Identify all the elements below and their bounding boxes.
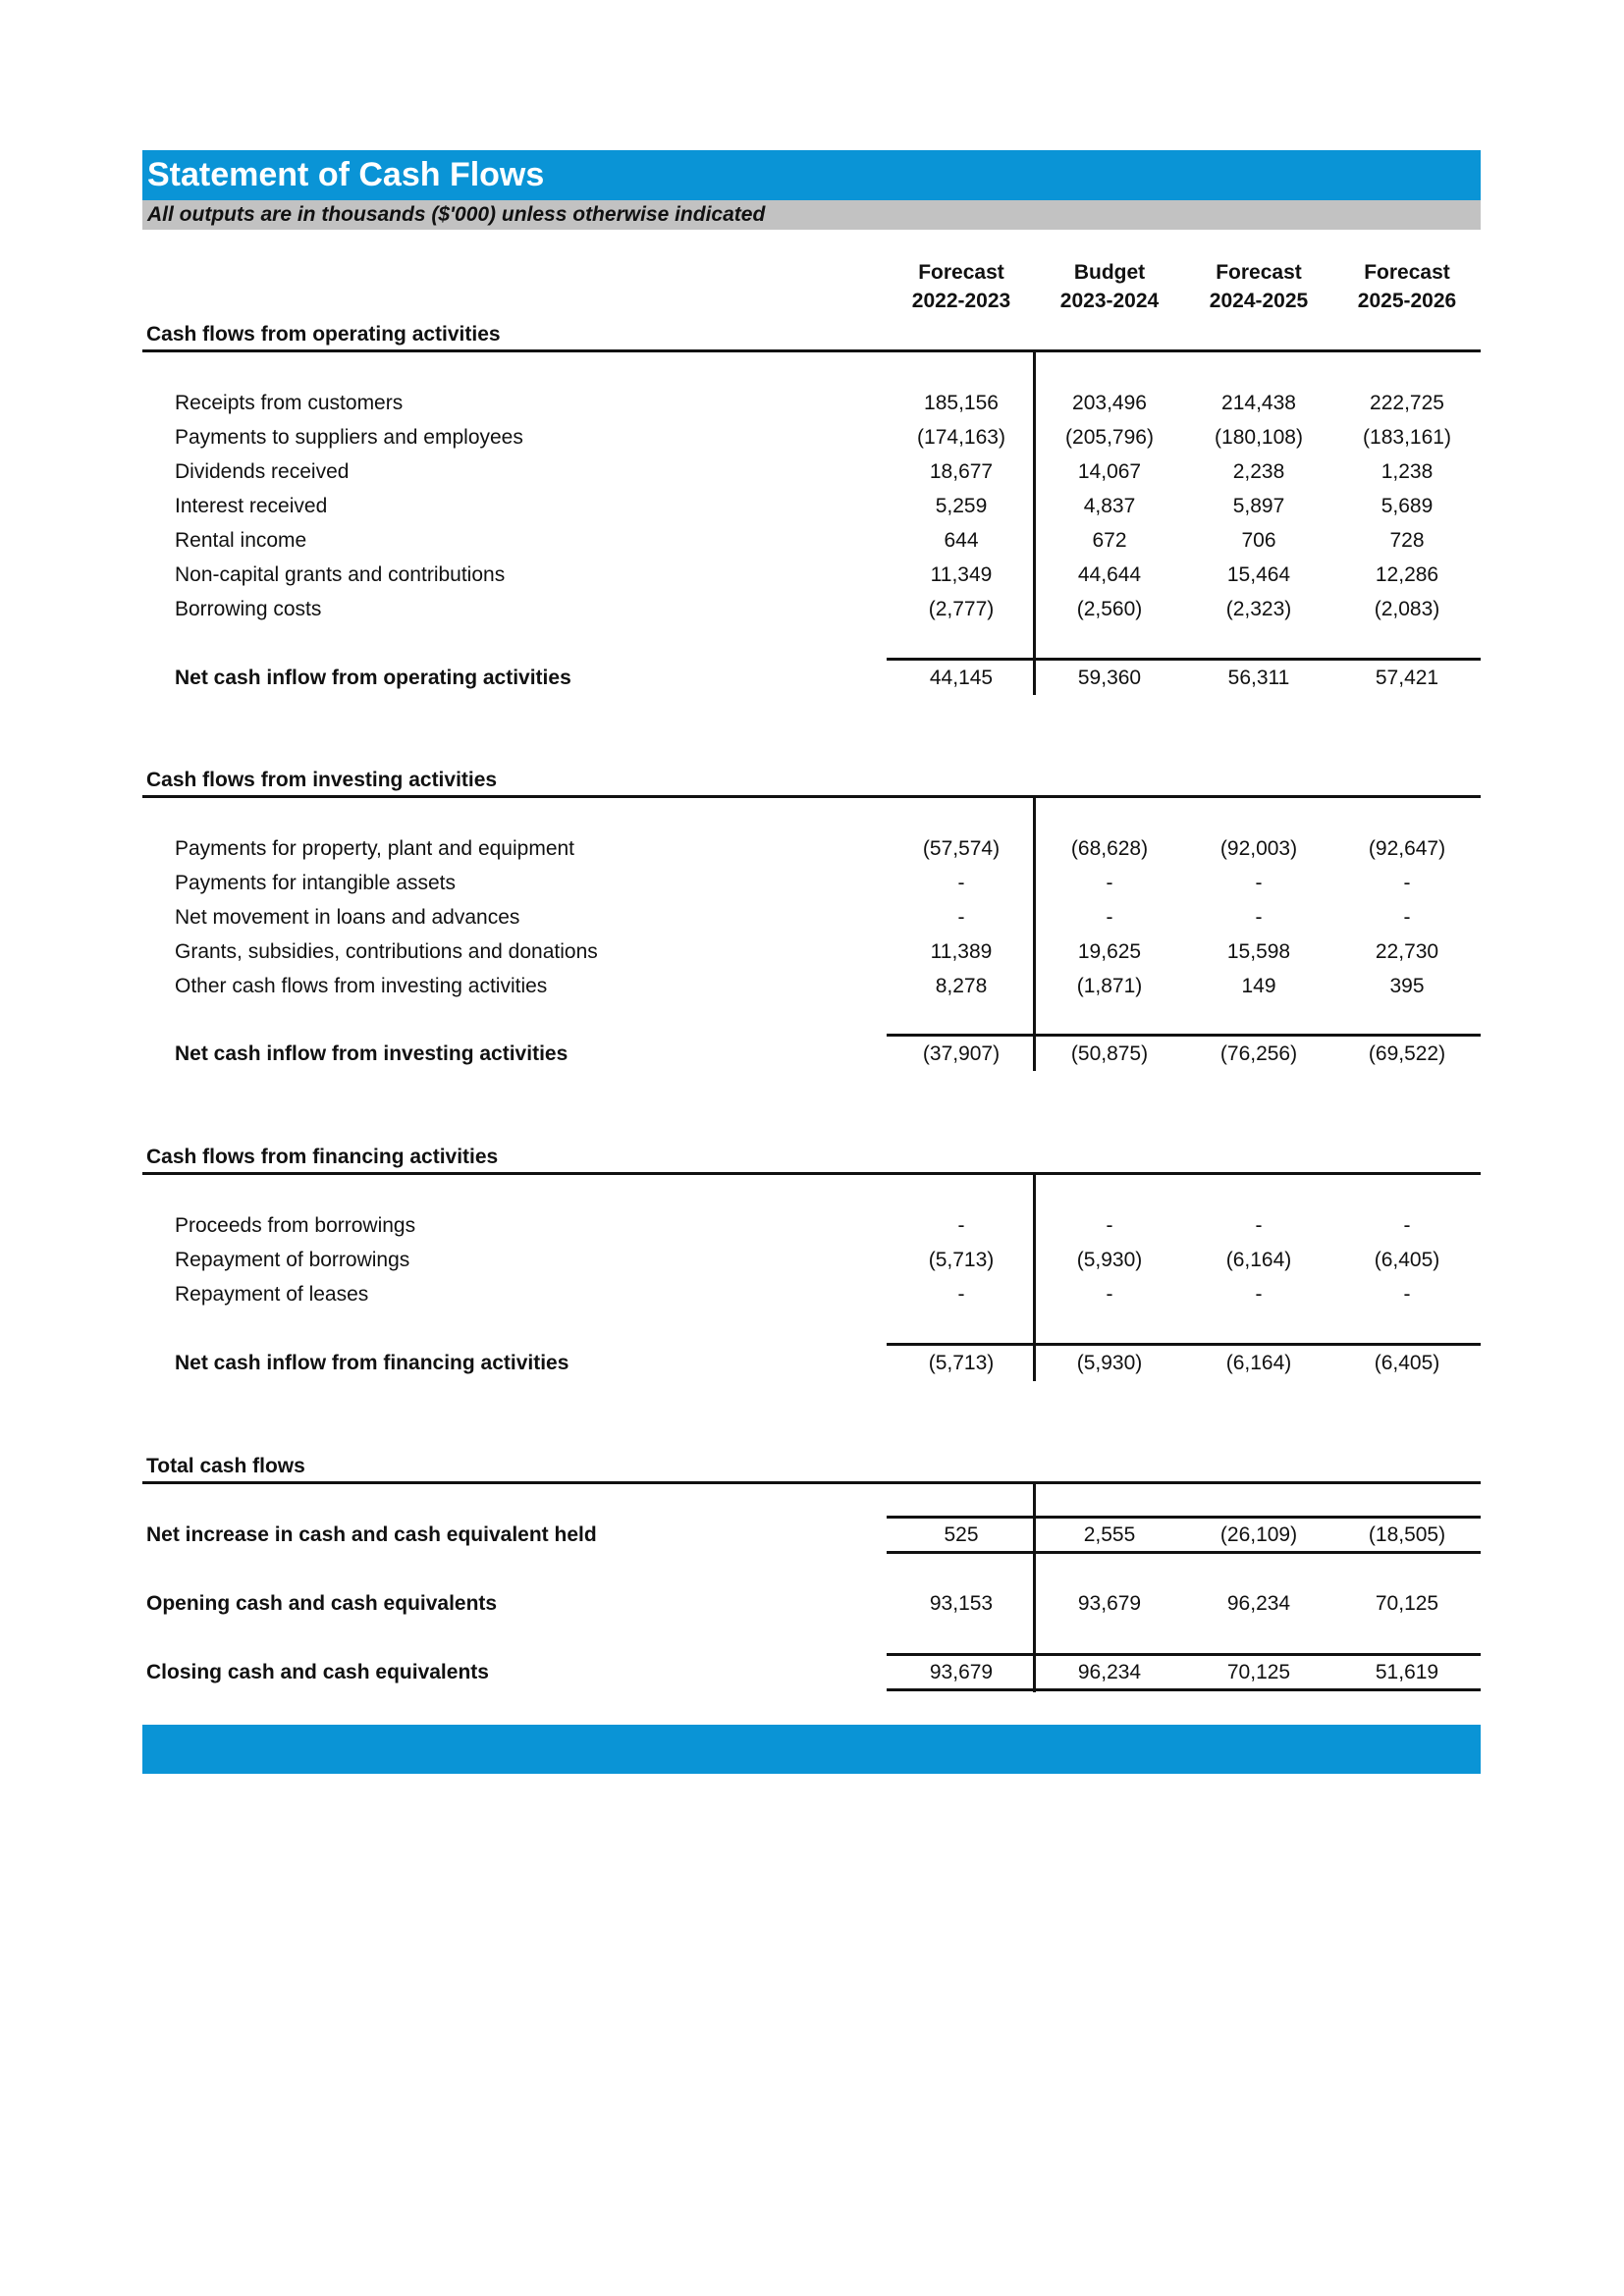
cell-value: -: [1255, 1214, 1263, 1237]
cell-value: 96,234: [1226, 1592, 1291, 1615]
cell-value: 222,725: [1370, 392, 1444, 414]
row-label: Borrowing costs: [175, 598, 322, 620]
cell-value: (92,003): [1219, 837, 1298, 860]
row-label: Grants, subsidies, contributions and donations: [175, 940, 598, 963]
divider: [142, 349, 1481, 352]
row-label: Opening cash and cash equivalents: [146, 1592, 498, 1615]
cell-value: 149: [1241, 975, 1276, 997]
cell-value: (76,256): [1219, 1042, 1298, 1065]
subtotal-line: [887, 1653, 1481, 1656]
column-header-period: 2022-2023: [911, 290, 1011, 312]
cell-value: -: [1403, 872, 1411, 894]
row-label: Proceeds from borrowings: [175, 1214, 416, 1237]
total-row: [0, 1658, 1624, 1687]
cell-value: 11,349: [930, 563, 993, 586]
column-header-period: 2023-2024: [1059, 290, 1160, 312]
cell-value: -: [1106, 1214, 1113, 1237]
cell-value: 525: [944, 1523, 979, 1546]
table-row: [0, 526, 1624, 556]
column-header-label: Forecast: [918, 261, 1004, 284]
cell-value: 644: [944, 529, 979, 552]
cell-value: -: [1255, 906, 1263, 929]
cell-value: (6,164): [1225, 1352, 1292, 1374]
row-label: Receipts from customers: [175, 392, 404, 414]
column-header-label: Budget: [1073, 261, 1146, 284]
cell-value: (6,405): [1374, 1249, 1440, 1271]
cell-value: 70,125: [1226, 1661, 1291, 1683]
cell-value: 57,421: [1375, 667, 1439, 689]
total-row: [0, 1521, 1624, 1550]
cell-value: 8,278: [935, 975, 988, 997]
cell-value: -: [1403, 1214, 1411, 1237]
cell-value: (6,164): [1225, 1249, 1292, 1271]
column-header-period: 2024-2025: [1209, 290, 1309, 312]
cell-value: 56,311: [1227, 667, 1290, 689]
total-row: [0, 1589, 1624, 1619]
cell-value: (37,907): [922, 1042, 1001, 1065]
table-row: [0, 423, 1624, 453]
cell-value: (2,777): [928, 598, 995, 620]
column-header-label: Forecast: [1216, 261, 1302, 284]
subtotal-line: [887, 1516, 1481, 1519]
cell-value: 44,644: [1077, 563, 1142, 586]
table-row: [0, 595, 1624, 624]
financing-section-title: Cash flows from financing activities: [146, 1146, 499, 1168]
table-row: [0, 561, 1624, 590]
investing-section-title: Cash flows from investing activities: [146, 769, 498, 791]
row-label: Net increase in cash and cash equivalent held: [146, 1523, 597, 1546]
table-row: [0, 903, 1624, 933]
cell-value: 728: [1389, 529, 1425, 552]
cell-value: 70,125: [1375, 1592, 1439, 1615]
cell-value: 2,555: [1083, 1523, 1136, 1546]
cell-value: (2,083): [1374, 598, 1440, 620]
cell-value: -: [1255, 872, 1263, 894]
table-row: [0, 492, 1624, 521]
row-label: Payments for property, plant and equipment: [175, 837, 575, 860]
subtotal-line: [887, 1688, 1481, 1691]
divider: [142, 1172, 1481, 1175]
cell-value: (174,163): [917, 426, 1005, 449]
column-header-4: [1332, 258, 1482, 315]
cell-value: 15,598: [1226, 940, 1291, 963]
table-row: [0, 389, 1624, 418]
cell-value: 2,238: [1232, 460, 1285, 483]
cell-value: 19,625: [1077, 940, 1142, 963]
cell-value: 51,619: [1375, 1661, 1439, 1683]
table-row: [0, 1246, 1624, 1275]
row-label: Payments for intangible assets: [175, 872, 456, 894]
cell-value: (50,875): [1070, 1042, 1149, 1065]
cell-value: (5,713): [928, 1352, 995, 1374]
row-label: Closing cash and cash equivalents: [146, 1661, 489, 1683]
cell-value: (69,522): [1368, 1042, 1446, 1065]
cell-value: 12,286: [1375, 563, 1439, 586]
subtotal-line: [887, 1343, 1481, 1346]
row-label: Repayment of leases: [175, 1283, 369, 1306]
cell-value: 11,389: [930, 940, 993, 963]
cell-value: 96,234: [1077, 1661, 1142, 1683]
cell-value: (18,505): [1368, 1523, 1446, 1546]
row-label: Other cash flows from investing activities: [175, 975, 548, 997]
cell-value: (2,323): [1225, 598, 1292, 620]
total-section-title: Total cash flows: [146, 1455, 305, 1477]
cell-value: -: [1255, 1283, 1263, 1306]
cell-value: (5,930): [1076, 1249, 1143, 1271]
cell-value: 5,689: [1380, 495, 1434, 517]
cell-value: -: [1106, 872, 1113, 894]
subtotal-line: [887, 658, 1481, 661]
total-row: [0, 1040, 1624, 1069]
cell-value: (57,574): [922, 837, 1001, 860]
column-header-2: [1035, 258, 1184, 315]
subtotal-line: [887, 1551, 1481, 1554]
cell-value: (92,647): [1368, 837, 1446, 860]
row-label: Net cash inflow from operating activities: [175, 667, 571, 689]
footer-bar: [142, 1725, 1481, 1774]
column-header-period: 2025-2026: [1357, 290, 1457, 312]
subtotal-line: [887, 1034, 1481, 1037]
row-label: Net cash inflow from financing activities: [175, 1352, 569, 1374]
cell-value: -: [1403, 906, 1411, 929]
cell-value: -: [957, 872, 965, 894]
page-title: Statement of Cash Flows: [142, 150, 1481, 200]
cell-value: 22,730: [1375, 940, 1439, 963]
cell-value: (68,628): [1070, 837, 1149, 860]
column-header-label: Forecast: [1364, 261, 1450, 284]
cell-value: (183,161): [1363, 426, 1451, 449]
cell-value: 93,153: [929, 1592, 994, 1615]
column-header-3: [1184, 258, 1333, 315]
cell-value: (1,871): [1076, 975, 1143, 997]
cell-value: 93,679: [1077, 1592, 1142, 1615]
cell-value: (205,796): [1065, 426, 1154, 449]
cell-value: 706: [1241, 529, 1276, 552]
cell-value: (5,713): [928, 1249, 995, 1271]
cell-value: 93,679: [929, 1661, 994, 1683]
cell-value: (6,405): [1374, 1352, 1440, 1374]
table-row: [0, 1280, 1624, 1309]
cell-value: 15,464: [1226, 563, 1291, 586]
table-row: [0, 972, 1624, 1001]
cell-value: 395: [1389, 975, 1425, 997]
row-label: Dividends received: [175, 460, 350, 483]
cell-value: 185,156: [924, 392, 999, 414]
cell-value: (2,560): [1076, 598, 1143, 620]
page-subtitle: All outputs are in thousands ($'000) unless otherwise indicated: [142, 200, 1481, 230]
cell-value: (5,930): [1076, 1352, 1143, 1374]
table-row: [0, 834, 1624, 864]
row-label: Interest received: [175, 495, 328, 517]
cell-value: 14,067: [1077, 460, 1142, 483]
table-row: [0, 937, 1624, 967]
row-label: Non-capital grants and contributions: [175, 563, 506, 586]
cell-value: -: [1403, 1283, 1411, 1306]
cell-value: 4,837: [1083, 495, 1136, 517]
row-label: Net cash inflow from investing activities: [175, 1042, 568, 1065]
column-header-1: [887, 258, 1036, 315]
row-label: Repayment of borrowings: [175, 1249, 410, 1271]
table-row: [0, 457, 1624, 487]
cell-value: 18,677: [929, 460, 994, 483]
cell-value: -: [957, 1283, 965, 1306]
cell-value: (26,109): [1219, 1523, 1298, 1546]
total-row: [0, 1349, 1624, 1378]
table-row: [0, 869, 1624, 898]
row-label: Rental income: [175, 529, 307, 552]
cell-value: 44,145: [929, 667, 994, 689]
cell-value: 1,238: [1380, 460, 1434, 483]
cell-value: -: [957, 906, 965, 929]
divider: [142, 1481, 1481, 1484]
cell-value: 214,438: [1221, 392, 1296, 414]
cell-value: -: [1106, 1283, 1113, 1306]
cell-value: 59,360: [1077, 667, 1142, 689]
divider: [142, 795, 1481, 798]
row-label: Net movement in loans and advances: [175, 906, 520, 929]
cell-value: 5,897: [1232, 495, 1285, 517]
cell-value: -: [1106, 906, 1113, 929]
row-label: Payments to suppliers and employees: [175, 426, 523, 449]
cell-value: 672: [1092, 529, 1127, 552]
table-row: [0, 1211, 1624, 1241]
total-row: [0, 664, 1624, 693]
operating-section-title: Cash flows from operating activities: [146, 323, 501, 346]
cell-value: (180,108): [1215, 426, 1303, 449]
cell-value: 5,259: [935, 495, 988, 517]
cell-value: 203,496: [1072, 392, 1147, 414]
cell-value: -: [957, 1214, 965, 1237]
